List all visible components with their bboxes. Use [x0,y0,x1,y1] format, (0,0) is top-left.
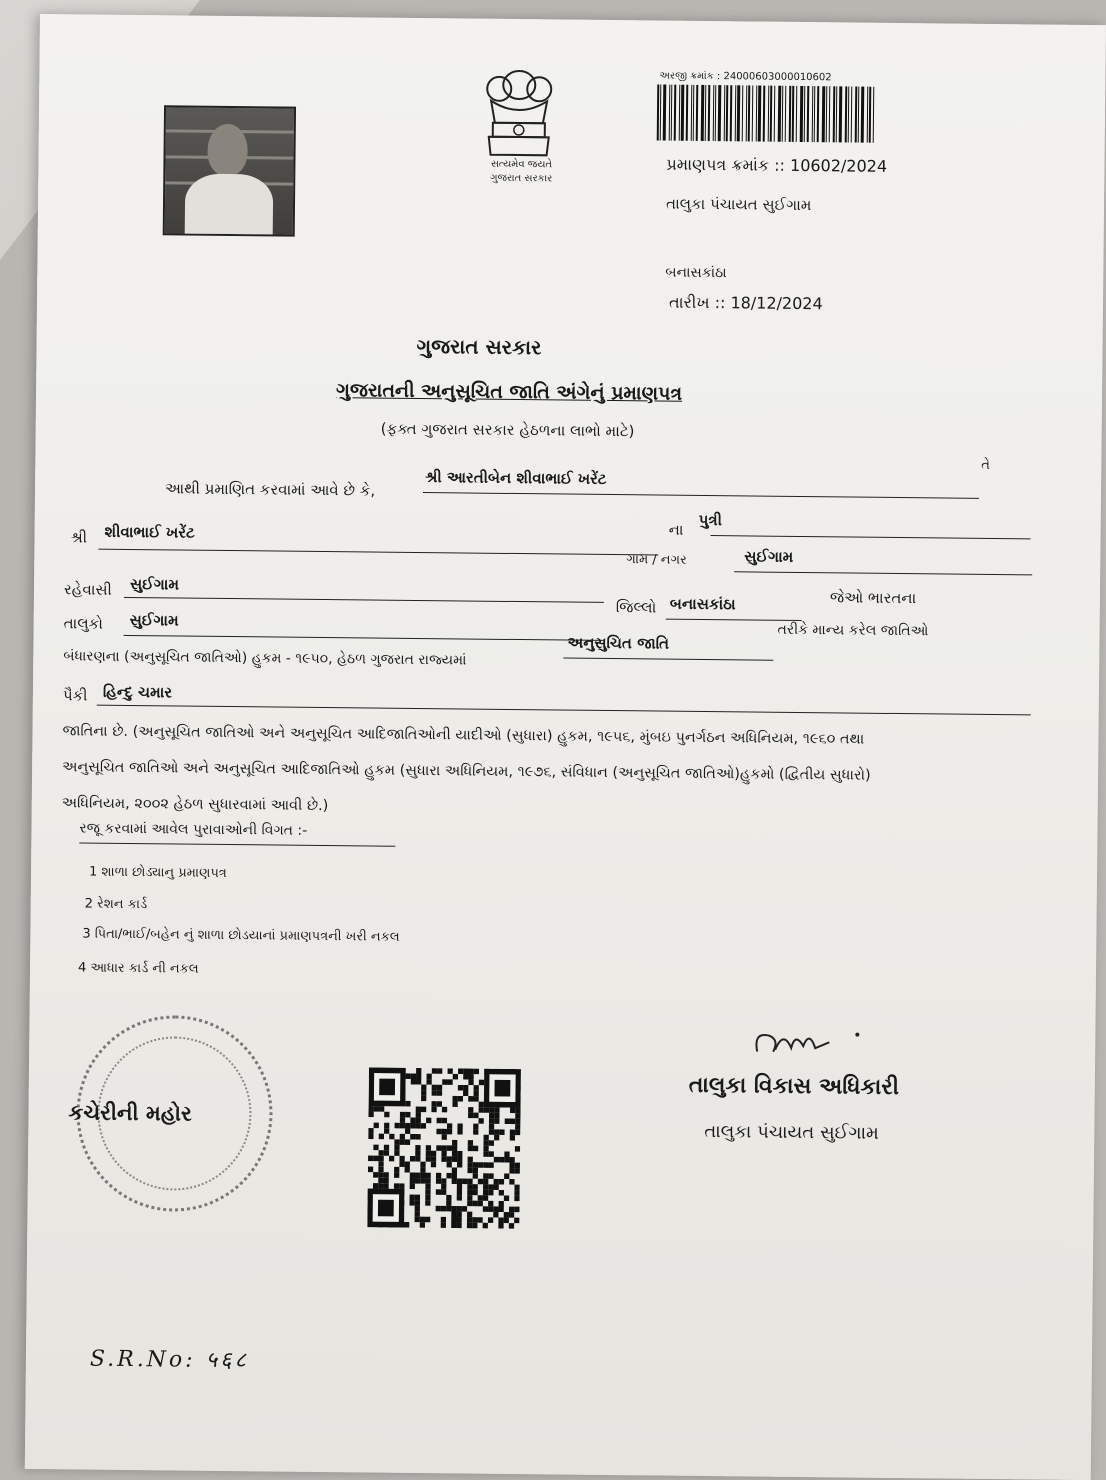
resident: સુઈગામ [129,574,180,594]
te-label: તે [981,457,991,473]
village-label: ગામ / નગર [626,552,687,568]
taluka-label: તાલુકો [63,614,104,633]
among-label: પૈકી [62,686,88,705]
document-item: 4 આધાર કાર્ડ ની નકલ [77,960,199,977]
certificate-title: ગુજરાતની અનુસૂચિત જાતિ અંગેનું પ્રમાણપત્ર [335,379,683,405]
certificate-subtitle: (ફક્ત ગુજરાત સરકાર હેઠળના લાભો માટે) [380,419,635,441]
paragraph-line-3: અધિનિયમ, ૨૦૦૨ હેઠળ સુધારવામાં આવી છે.) [61,795,329,815]
seal-text: કચેરીની મહોર [68,1100,192,1126]
recognized-text: તરીકે માન્ય કરેલ જાતિઓ [777,621,929,640]
government-title: ગુજરાત સરકાર [416,333,542,360]
documents-heading: રજૂ કરવામાં આવેલ પુરાવાઓની વિગત :- [79,820,308,839]
document-item: 1 શાળા છોડ્યાનુ પ્રમાણપત્ર [88,864,227,882]
officer-signature [749,1021,869,1062]
sr-number: S.R.No: ५६८ [89,1346,250,1374]
certificate-number: પ્રમાણપત્ર ક્રમાંક :: 10602/2024 [666,154,888,176]
issuing-district: બનાસકાંઠા [665,264,727,282]
paragraph-line-1: જાતિના છે. (અનુસૂચિત જાતિઓ અને અનુસૂચિત આદિજાતિઓની યાદીઓ (સુધારા) હુકમ, ૧૯૫૬, મુંબઇ પુનર્ગઠન અધિનિયમ, ૧૯૬૦ તથા [62,723,865,748]
barcode [657,84,888,142]
ashoka-emblem-icon [468,59,569,168]
officer-title: તાલુકા વિકાસ અધિકારી [688,1072,900,1101]
holder-photo [163,105,296,236]
holder-name: શ્રી આરતીબેન શીવાભાઈ ખરેંટ [425,468,607,488]
qr-code [367,1068,521,1230]
certify-text: આથી પ્રમાણિત કરવામાં આવે છે કે, [164,479,376,500]
resident-label: રહેવાસી [63,580,112,599]
village: સુઈગામ [744,547,794,566]
certificate-sheet [25,14,1106,1480]
district: બનાસકાંઠા [669,594,736,614]
district-label: જિલ્લો [615,598,657,617]
jeo-bharatna: જેઓ ભારતના [829,588,917,608]
caste: હિન્દુ ચમાર [102,682,173,702]
issue-date: તારીખ :: 18/12/2024 [668,292,823,314]
issuing-office: તાલુકા પંચાયત સુઈગામ [665,194,812,215]
emblem-motto: સત્યમેવ જયતે [490,158,553,171]
document-item: 2 રેશન કાર્ડ [84,896,148,913]
constitution-text: બંધારણના (અનુસૂચિત જાતિઓ) હુકમ - ૧૯૫૦, હેઠળ ગુજરાત રાજ્યમાં [63,648,467,669]
paragraph-line-2: અનુસૂચિત જાતિઓ અને અનુસૂચિત આદિજાતિઓ હુકમ (સુધારા અધિનિયમ, ૧૯૭૬, સંવિધાન (અનુસૂચિત જાતિઓ)હુકમો (દ્વિતીય સુધારો) [62,759,871,784]
father-name: શીવાભાઈ ખરેંટ [104,522,195,542]
relation: પુત્રી [698,510,723,530]
officer-office: તાલુકા પંચાયત સુઈગામ [704,1121,879,1144]
shri-label: શ્રી [70,528,88,547]
category: અનુસુચિત જાતિ [567,633,670,653]
application-number: અરજી ક્રમાંક : 24000603000010602 [659,70,832,84]
emblem-caption: ગુજરાત સરકાર [490,172,553,185]
taluka: સુઈગામ [129,610,179,630]
document-item: 3 પિતા/ભાઈ/બહેન નું શાળા છોડયાનાં પ્રમાણપત્રની ખરી નકલ [82,926,400,945]
na-label: ના [668,520,684,539]
